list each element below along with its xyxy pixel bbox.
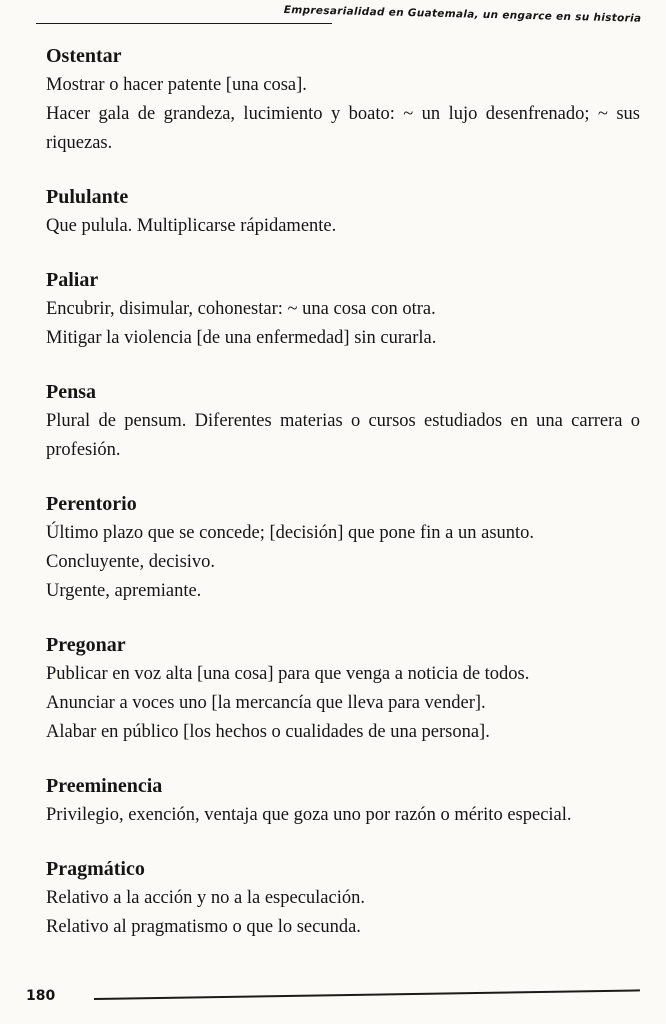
entry-definition: Plural de pensum. Diferentes materias o cursos estudiados en una carrera o profesión. xyxy=(46,411,640,460)
entry-definition: Privilegio, exención, ventaja que goza uno por razón o mérito especial. xyxy=(46,805,572,825)
glossary-entry xyxy=(46,266,640,353)
entry-definition: Alabar en público [los hechos o cualidades de una persona]. xyxy=(46,722,490,742)
entry-term: Pregonar xyxy=(46,634,126,656)
glossary-entry xyxy=(46,631,640,747)
entry-term: Preeminencia xyxy=(46,775,163,797)
entry-definition: Anunciar a voces uno [la mercancía que lleva para vender]. xyxy=(46,693,486,713)
entry-term: Perentorio xyxy=(46,493,137,515)
entry-definition: Urgente, apremiante. xyxy=(46,581,202,601)
entry-definition: Mitigar la violencia [de una enfermedad] sin curarla. xyxy=(46,328,437,348)
entry-definition: Último plazo que se concede; [decisión] que pone fin a un asunto. xyxy=(46,523,535,543)
entry-definition: Hacer gala de grandeza, lucimiento y boato: ~ un lujo desenfrenado; ~ sus riquezas. xyxy=(46,104,640,153)
page-number: 180 xyxy=(26,988,56,1004)
entry-definition: Mostrar o hacer patente [una cosa]. xyxy=(46,75,307,95)
entry-definition: Que pulula. Multiplicarse rápidamente. xyxy=(46,216,337,236)
footer-rule xyxy=(94,989,640,1000)
header-rule xyxy=(36,23,332,24)
entry-definition: Encubrir, disimular, cohonestar: ~ una cosa con otra. xyxy=(46,299,436,319)
glossary-entry xyxy=(46,378,640,465)
entry-definition: Relativo a la acción y no a la especulación. xyxy=(46,888,365,908)
entry-definition: Concluyente, decisivo. xyxy=(46,552,216,572)
running-header-title: Empresarialidad en Guatemala, un engarce en su historia xyxy=(284,4,642,25)
entry-term: Pululante xyxy=(46,186,129,208)
glossary-entry xyxy=(46,183,640,241)
glossary-content xyxy=(46,42,640,967)
entry-definition: Relativo al pragmatismo o que lo secunda. xyxy=(46,917,361,937)
glossary-entry xyxy=(46,42,640,158)
running-header xyxy=(36,2,642,32)
entry-term: Paliar xyxy=(46,269,99,291)
entry-definition: Publicar en voz alta [una cosa] para que venga a noticia de todos. xyxy=(46,664,530,684)
page-footer xyxy=(26,988,642,1008)
entry-term: Pragmático xyxy=(46,858,145,880)
glossary-entry xyxy=(46,855,640,942)
glossary-entry xyxy=(46,772,640,830)
entry-term: Ostentar xyxy=(46,45,122,67)
glossary-entry xyxy=(46,490,640,606)
entry-term: Pensa xyxy=(46,381,96,403)
